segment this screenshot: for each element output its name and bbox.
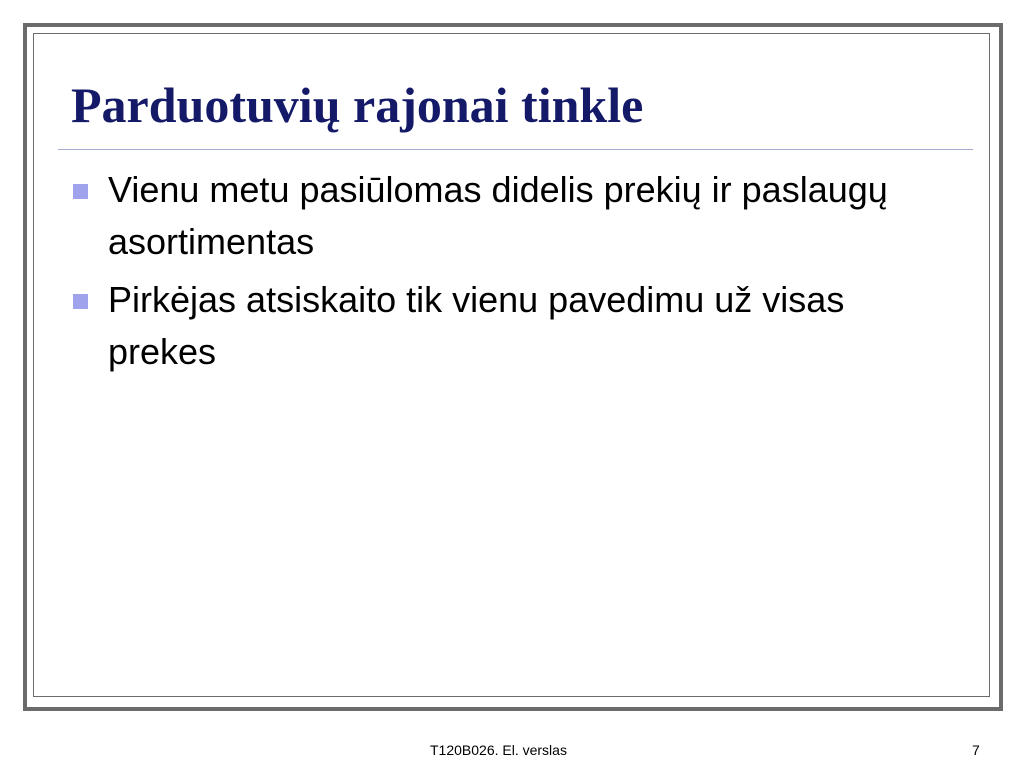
bullet-item: [73, 164, 953, 268]
square-bullet-icon: [73, 184, 88, 199]
page-number: 7: [972, 742, 980, 758]
bullet-text: Vienu metu pasiūlomas didelis prekių ir paslaugų asortimentas: [108, 169, 888, 262]
bullet-list: [73, 164, 953, 384]
bullet-item: [73, 274, 953, 378]
bullet-text: Pirkėjas atsiskaito tik vienu pavedimu už visas prekes: [108, 279, 845, 372]
footer-course-label: T120B026. El. verslas: [430, 742, 567, 758]
slide-title: Parduotuvių rajonai tinkle: [71, 77, 644, 133]
title-divider: [58, 149, 973, 150]
square-bullet-icon: [73, 294, 88, 309]
